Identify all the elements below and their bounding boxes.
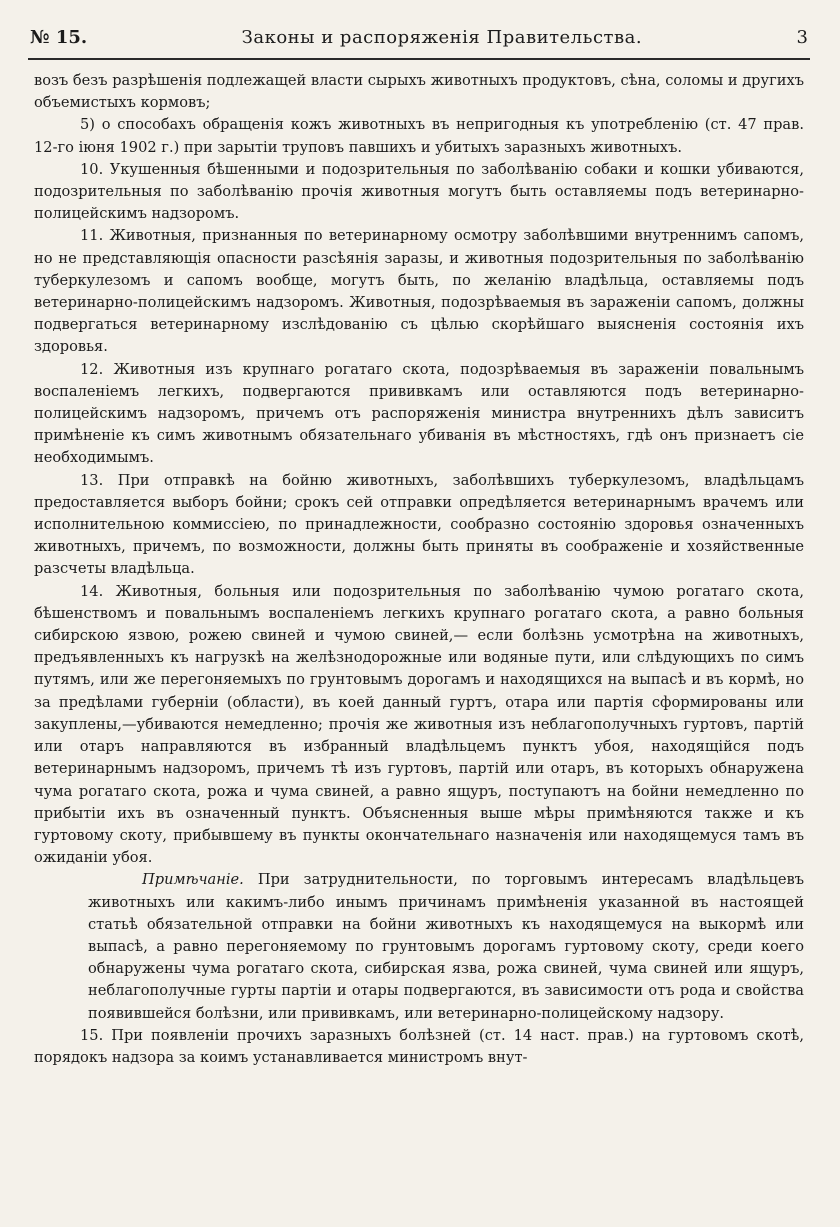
page-header — [30, 22, 808, 52]
paragraph-article-15: 15. При появленіи прочихъ заразныхъ болѣзней (ст. 14 наст. прав.) на гуртовомъ скотѣ, порядокъ надзора за коимъ устанавливается министромъ внут- — [34, 1026, 804, 1066]
running-title: Законы и распоряженія Правительства. — [241, 26, 643, 48]
paragraph-continuation: возъ безъ разрѣшенія подлежащей власти сырыхъ животныхъ продуктовъ, сѣна, соломы и другихъ объемистыхъ кормовъ; — [34, 72, 804, 112]
page-number: 3 — [796, 26, 808, 48]
paragraph-article-10: 10. Укушенныя бѣшенными и подозрительныя по заболѣванію собаки и кошки убиваются, подозрительныя по заболѣванію прочія животныя могутъ быть оставляемы подъ ветеринарно-полицейскимъ надзоромъ. — [34, 160, 804, 223]
paragraph-article-14: 14. Животныя, больныя или подозрительныя по заболѣванію чумою рогатаго скота, бѣшенствомъ и повальнымъ воспаленіемъ легкихъ крупнаго рогатаго скота, а равно больныя сибирскою язвою, рожею свиней и чумою свиней,— если болѣзнь усмотрѣна на животныхъ, предъявленныхъ къ нагрузкѣ на желѣзнодорожные или водяные пути, или слѣдующихъ по симъ путямъ, или же перегоняемыхъ по грунтовымъ дорогамъ и находящихся на выпасѣ и въ кормѣ, но за предѣлами губерніи (области), въ коей данный гуртъ, отара или партія сформированы или закуплены,—убиваются немедленно; прочія же животныя изъ неблагополучныхъ гуртовъ, партій или отаръ направляются въ избранный владѣльцемъ пунктъ убоя, находящійся подъ ветеринарнымъ надзоромъ, причемъ тѣ изъ гуртовъ, партій или отаръ, въ которыхъ обнаружена чума рогатаго скота, рожа и чума свиней, а равно ящуръ, поступаютъ на бойни немедленно по прибытіи ихъ въ означенный пунктъ. Объясненныя выше мѣры примѣняются также и къ гуртовому скоту, прибывшему въ пункты окончательнаго назначенія или находящемуся тамъ въ ожиданіи убоя. — [34, 582, 804, 867]
paragraph-article-11: 11. Животныя, признанныя по ветеринарному осмотру заболѣвшими внутреннимъ сапомъ, но не представляющія опасности разсѣянія заразы, и животныя подозрительныя по заболѣванію туберкулезомъ и сапомъ вообще, могутъ быть, по желанію владѣльца, оставляемы подъ ветеринарно-полицейскимъ надзоромъ. Животныя, подозрѣваемыя въ зараженіи сапомъ, должны подвергаться ветеринарному изслѣдованію съ цѣлью скорѣйшаго выясненія состоянія ихъ здоровья. — [34, 227, 804, 356]
header-rule — [28, 58, 810, 60]
paragraph-item-5: 5) о способахъ обращенія кожъ животныхъ въ непригодныя къ употребленію (ст. 47 прав. 12-го іюня 1902 г.) при зарытіи труповъ павшихъ и убитыхъ заразныхъ животныхъ. — [34, 116, 804, 156]
issue-number: № 15. — [30, 26, 88, 48]
note-text: При затруднительности, по торговымъ интересамъ владѣльцевъ животныхъ или какимъ-либо инымъ причинамъ примѣненія указанной въ настоящей статьѣ обязательной отправки на бойни животныхъ къ находящемуся на выкормѣ или выпасѣ, а равно перегоняемому по грунтовымъ дорогамъ гуртовому скоту, среди коего обнаружены чума рогатаго скота, сибирская язва, рожа свиней, чума свиней или ящуръ, неблагополучные гурты партіи и отары подвергаются, въ зависимости отъ рода и свойства появившейся болѣзни, или прививкамъ, или ветеринарно-полицейскому надзору. — [88, 871, 805, 1022]
paragraph-article-12: 12. Животныя изъ крупнаго рогатаго скота, подозрѣваемыя въ зараженіи повальнымъ воспаленіемъ легкихъ, подвергаются прививкамъ или оставляются подъ ветеринарно-полицейскимъ надзоромъ, причемъ отъ распоряженія министра внутреннихъ дѣлъ зависитъ примѣненіе къ симъ животнымъ обязательнаго убиванія въ мѣстностяхъ, гдѣ онъ признаетъ сіе необходимымъ. — [34, 360, 804, 467]
page-body — [34, 70, 804, 1069]
paragraph-article-13: 13. При отправкѣ на бойню животныхъ, заболѣвшихъ туберкулезомъ, владѣльцамъ предоставляется выборъ бойни; срокъ сей отправки опредѣляется ветеринарнымъ врачемъ или исполнительною коммиссіею, по принадлежности, сообразно состоянію здоровья означенныхъ животныхъ, причемъ, по возможности, должны быть приняты въ соображеніе и хозяйственные разсчеты владѣльца. — [34, 471, 804, 578]
note-paragraph — [88, 869, 804, 1024]
note-label: Примѣчаніе. — [142, 871, 244, 889]
